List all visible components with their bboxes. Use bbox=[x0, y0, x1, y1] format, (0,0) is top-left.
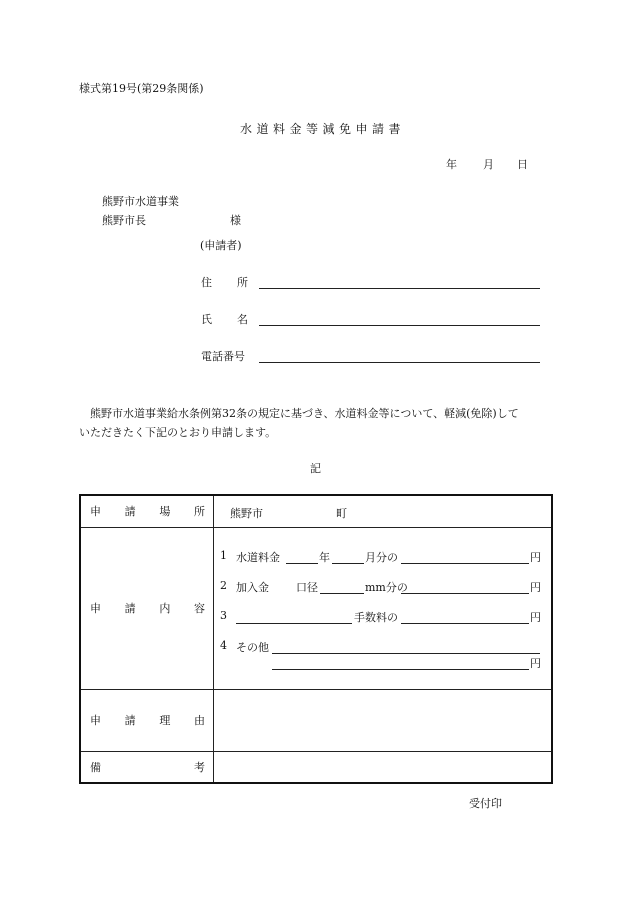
content-label-cell: 申 請 内 容 bbox=[80, 527, 214, 689]
item2-mm-part: mm分の bbox=[365, 580, 408, 594]
applicant-heading: (申請者) bbox=[200, 239, 242, 252]
name-label: 氏 名 bbox=[201, 313, 248, 326]
item3-fee-part: 手数料の bbox=[354, 610, 398, 624]
item2-number: 2 bbox=[220, 578, 227, 592]
remarks-label-cell: 備 考 bbox=[80, 751, 214, 783]
address-field[interactable] bbox=[259, 288, 540, 289]
item3-amount-field[interactable] bbox=[401, 623, 529, 624]
item2-text: 加入金 bbox=[236, 580, 269, 594]
row-remarks bbox=[80, 751, 552, 783]
date-month: 月 bbox=[483, 158, 494, 171]
item4-detail-field[interactable] bbox=[272, 653, 540, 654]
date-day: 日 bbox=[517, 158, 528, 171]
date-year: 年 bbox=[446, 158, 457, 171]
row-reason bbox=[80, 689, 552, 751]
body-text-line2: いただきたく下記のとおり申請します。 bbox=[79, 426, 277, 439]
item1-yen: 円 bbox=[530, 550, 541, 564]
addressee-honorific: 様 bbox=[230, 214, 241, 227]
item1-year-field[interactable] bbox=[286, 563, 318, 564]
item4-number: 4 bbox=[220, 638, 227, 652]
item2-caliber-field[interactable] bbox=[320, 593, 364, 594]
place-town: 町 bbox=[336, 507, 347, 520]
reason-label-cell: 申 請 理 由 bbox=[80, 689, 214, 751]
addressee-mayor: 熊野市長 bbox=[102, 214, 146, 227]
ki-heading: 記 bbox=[310, 462, 321, 475]
address-label: 住 所 bbox=[201, 276, 248, 289]
item3-type-field[interactable] bbox=[236, 623, 352, 624]
item1-number: 1 bbox=[220, 548, 227, 562]
place-city: 熊野市 bbox=[230, 507, 263, 520]
application-table bbox=[79, 494, 553, 784]
item2-amount-field[interactable] bbox=[401, 593, 529, 594]
name-field[interactable] bbox=[259, 325, 540, 326]
content-items-cell bbox=[214, 527, 553, 689]
body-text-line1: 熊野市水道事業給水条例第32条の規定に基づき、水道料金等について、軽減(免除)して bbox=[90, 407, 519, 420]
document-title: 水道料金等減免申請書 bbox=[240, 122, 406, 136]
row-place bbox=[80, 495, 552, 527]
item2-yen: 円 bbox=[530, 580, 541, 594]
item4-amount-field[interactable] bbox=[272, 669, 529, 670]
item1-text: 水道料金 bbox=[236, 550, 280, 564]
item1-month-field[interactable] bbox=[332, 563, 364, 564]
item1-year: 年 bbox=[319, 550, 330, 564]
item3-yen: 円 bbox=[530, 610, 541, 624]
item2-caliber: 口径 bbox=[296, 580, 318, 594]
phone-label: 電話番号 bbox=[201, 350, 245, 363]
remarks-input-cell[interactable] bbox=[214, 751, 553, 783]
item1-amount-field[interactable] bbox=[401, 563, 529, 564]
item4-yen: 円 bbox=[530, 656, 541, 670]
row-content bbox=[80, 527, 552, 689]
place-input-cell[interactable] bbox=[214, 495, 553, 527]
item3-number: 3 bbox=[220, 608, 227, 622]
reason-input-cell[interactable] bbox=[214, 689, 553, 751]
receipt-stamp-label: 受付印 bbox=[469, 797, 502, 810]
addressee-org: 熊野市水道事業 bbox=[102, 195, 179, 208]
form-number: 様式第19号(第29条関係) bbox=[79, 82, 204, 95]
item4-text: その他 bbox=[236, 640, 269, 654]
item1-month-part: 月分の bbox=[365, 550, 398, 564]
place-label-cell: 申 請 場 所 bbox=[80, 495, 214, 527]
phone-field[interactable] bbox=[259, 362, 540, 363]
